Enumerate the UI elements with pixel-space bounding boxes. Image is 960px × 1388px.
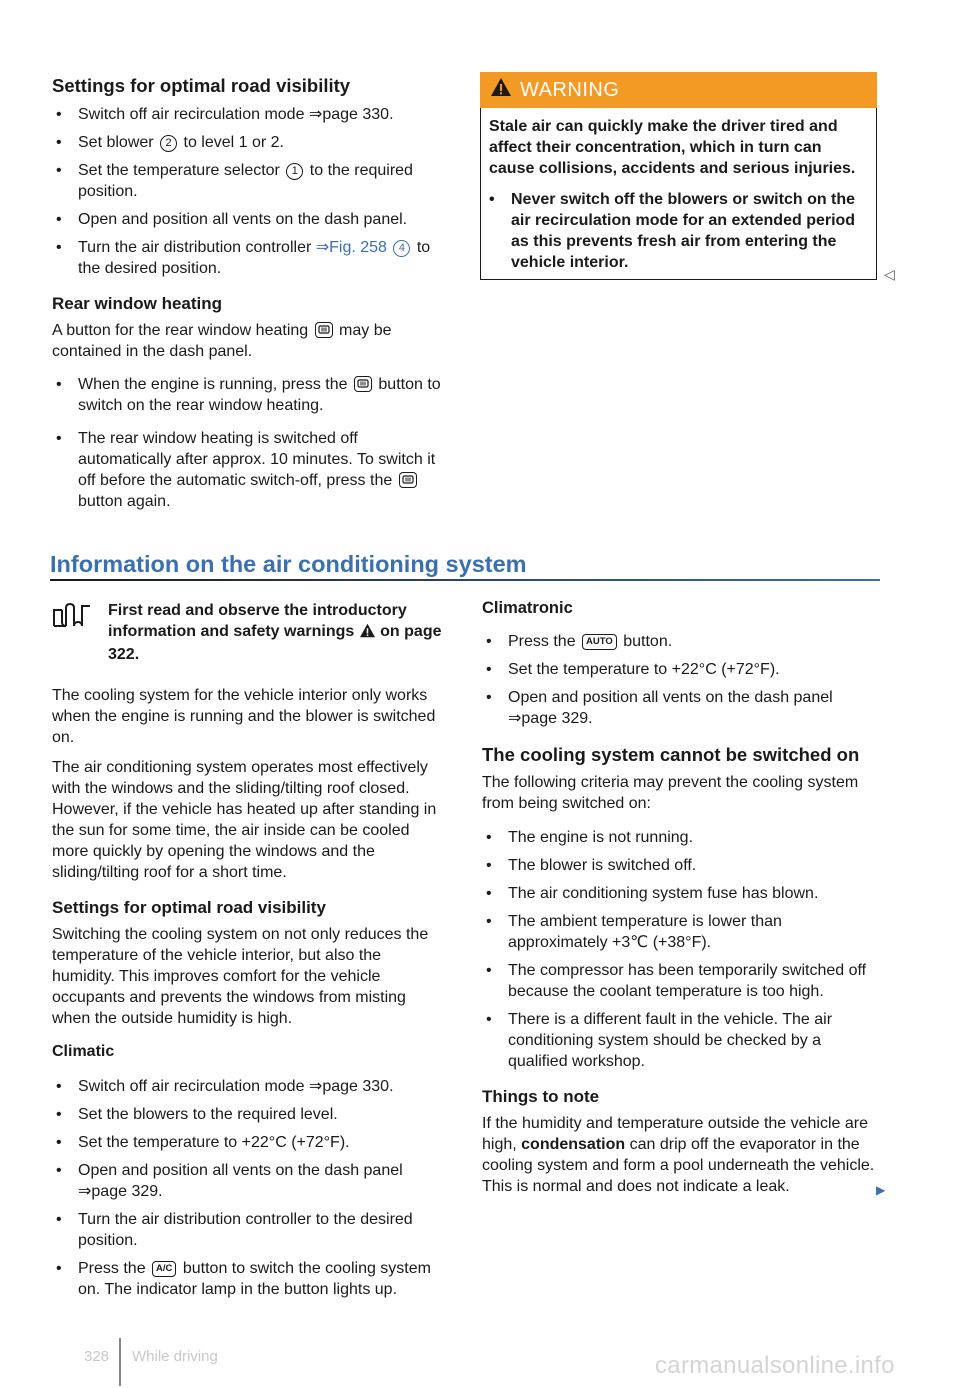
list-item: • When the engine is running, press the button to switch on the rear window heating. (56, 376, 441, 414)
page-link[interactable]: ⇒page 330. (308, 106, 394, 123)
paragraph: The air conditioning system operates most effectively with the windows and the sliding/tilting roof closed. However, if the vehicle has heated up after standing in the sun for some time, the air inside can be cooled more quickly by opening the windows and the sliding/tilting roof for a short time. (52, 759, 437, 881)
page-link[interactable]: ⇒page 329. (78, 1183, 163, 1200)
rear-window-heating-icon (354, 376, 372, 392)
heading-road-visibility-1: Settings for optimal road visibility (52, 75, 351, 96)
watermark: carmanualsonline.info (655, 1352, 895, 1379)
warning-header (480, 72, 877, 108)
right-body-column (482, 598, 879, 1197)
list-item: • Set the blowers to the required level. (56, 1106, 338, 1123)
warning-box (480, 72, 877, 280)
warning-triangle-icon (359, 623, 376, 644)
callout-number: 2 (160, 135, 177, 152)
rear-window-heating-icon (399, 472, 417, 488)
callout-number: 1 (286, 163, 303, 180)
list-item: • Turn the air distribution controller to the desired position. (56, 1211, 413, 1249)
heading-climatic: Climatic (52, 1043, 115, 1060)
list-item: • Set the temperature to +22°C (+72°F). (56, 1134, 350, 1151)
list-item: • The ambient temperature is lower than approximately +3℃ (+38°F). (486, 913, 782, 951)
paragraph: If the humidity and temperature outside the vehicle are high, condensation can drip off the evaporator in the cooling system and form a pool underneath the vehicle. This is normal and does not indicate a leak. (482, 1115, 875, 1195)
page-link[interactable]: ⇒page 330. (308, 1078, 394, 1095)
heading-road-visibility-2: Settings for optimal road visibility (52, 898, 326, 917)
intro-note: First read and observe the introductory information and safety warnings on page 322. (52, 600, 447, 665)
ac-key-icon: A/C (152, 1261, 176, 1277)
warning-text: Stale air can quickly make the driver tired and affect their concentration, which in turn can cause collisions, accidents and serious injuries. (489, 118, 856, 177)
paragraph: Switching the cooling system on not only reduces the temperature of the vehicle interior, but also the humidity. This improves comfort for the vehicle occupants and prevents the windows from misting when the outside humidity is high. (52, 926, 429, 1027)
list-item: • Set the temperature selector 1 to the required position. (56, 162, 413, 200)
rear-window-intro: A button for the rear window heating may be contained in the dash panel. (52, 322, 392, 360)
book-icon (52, 602, 100, 636)
callout-number: 4 (393, 240, 410, 257)
figure-link[interactable]: ⇒Fig. 258 (315, 239, 387, 256)
section-divider (50, 579, 880, 581)
heading-cannot-switch-on: The cooling system cannot be switched on (482, 744, 860, 765)
chapter-title: While driving (132, 1348, 218, 1365)
heading-rear-window: Rear window heating (52, 294, 223, 313)
paragraph: The following criteria may prevent the cooling system from being switched on: (482, 774, 859, 812)
heading-climatronic: Climatronic (482, 599, 573, 617)
warning-title: WARNING (520, 78, 620, 101)
list-item: • The compressor has been temporarily switched off because the coolant temperature is too high. (486, 962, 867, 1000)
left-body-column (52, 600, 447, 1300)
list-item: • Switch off air recirculation mode ⇒page 330. (56, 1078, 394, 1095)
end-of-section-mark: ◁ (884, 266, 895, 282)
list-item: • Open and position all vents on the dash panel. (56, 211, 408, 228)
left-top-column (52, 74, 447, 512)
list-item: • Press the A/C button to switch the cooling system on. The indicator lamp in the button lights up. (56, 1260, 431, 1298)
list-item: • There is a different fault in the vehicle. The air conditioning system should be checked by a qualified workshop. (486, 1011, 833, 1070)
list-item: • Open and position all vents on the dash panel ⇒page 329. (56, 1162, 403, 1200)
list-item: • The air conditioning system fuse has blown. (486, 885, 819, 902)
warning-triangle-icon (490, 77, 512, 103)
list-item: • Switch off air recirculation mode ⇒page 330. (56, 106, 394, 123)
list-item: • Set the temperature to +22°C (+72°F). (486, 661, 780, 678)
list-item: • The rear window heating is switched off automatically after approx. 10 minutes. To switch it off before the automatic switch-off, press the button again. (56, 430, 436, 510)
auto-key-icon: AUTO (582, 634, 617, 650)
heading-things-to-note: Things to note (482, 1087, 600, 1106)
paragraph: The cooling system for the vehicle interior only works when the engine is running and the blower is switched on. (52, 687, 436, 746)
list-item: • Turn the air distribution controller ⇒Fig. 258 4 to the desired position. (56, 239, 431, 277)
list-item: • The blower is switched off. (486, 857, 697, 874)
list-item: • Set blower 2 to level 1 or 2. (56, 134, 284, 151)
page-number: 328 (84, 1348, 110, 1365)
list-item: • The engine is not running. (486, 829, 694, 846)
list-item: • Never switch off the blowers or switch on the air recirculation mode for an extended period as this prevents fresh air from entering the vehicle interior. (489, 191, 856, 271)
list-item: • Press the AUTO button. (486, 633, 673, 650)
footer-divider (119, 1338, 121, 1386)
rear-window-heating-icon (315, 322, 333, 338)
list-item: • Open and position all vents on the dash panel ⇒page 329. (486, 689, 833, 727)
continue-arrow-icon: ▶ (876, 1183, 886, 1197)
warning-body (480, 108, 877, 280)
section-title: Information on the air conditioning system (50, 551, 527, 577)
page-link[interactable]: ⇒page 329. (508, 710, 593, 727)
